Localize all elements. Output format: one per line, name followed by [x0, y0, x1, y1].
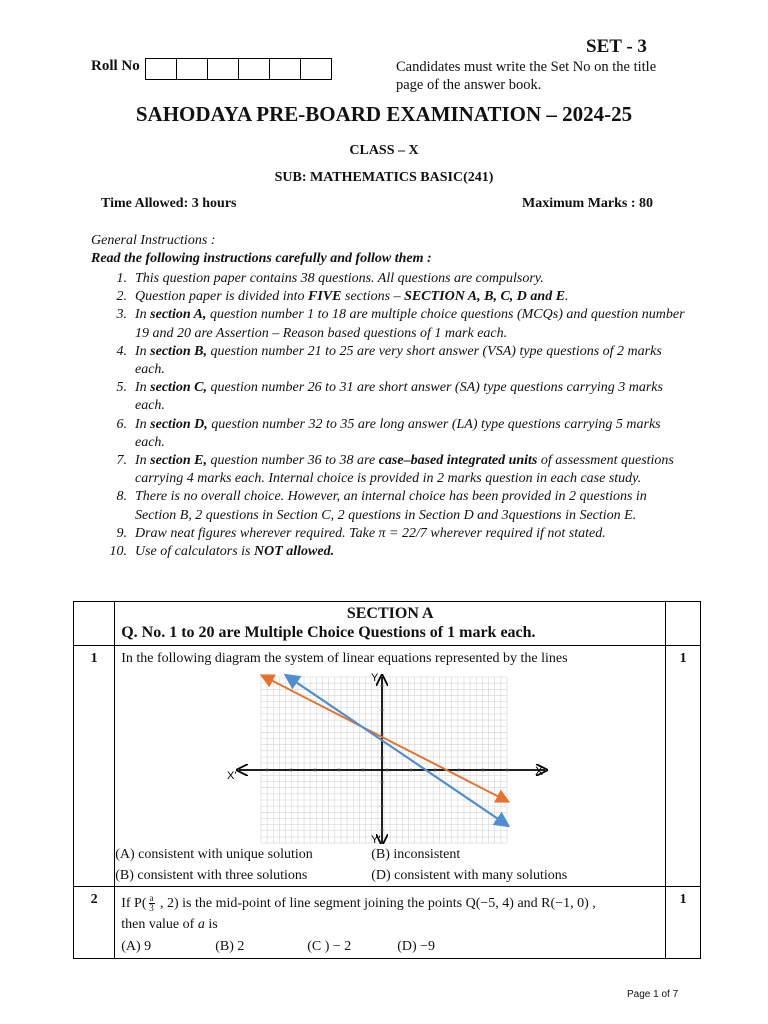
x-axis-label: X [535, 764, 544, 778]
q2-text-before: If P( [121, 896, 147, 911]
instruction-number: 8. [116, 489, 127, 505]
option: (A) consistent with unique solution [115, 847, 313, 862]
instruction-text: In section A, question number 1 to 18 are multiple choice questions (MCQs) and question number 19 and 20 are Assertion – Reason based questions of 1 mark each. [135, 307, 685, 341]
instruction-item [91, 379, 691, 415]
instruction-number: 4. [116, 343, 127, 359]
instruction-item [91, 416, 691, 452]
roll-number-box[interactable] [208, 59, 239, 79]
graph-grid [261, 677, 507, 843]
instruction-number: 10. [109, 544, 127, 560]
q2-line2-post: is [204, 917, 218, 932]
question-1-graph [115, 667, 665, 844]
set-number: SET - 3 [586, 36, 647, 57]
instruction-text: Question paper is divided into FIVE sections – SECTION A, B, C, D and E. [135, 289, 569, 305]
question-marks: 1 [666, 646, 701, 887]
instruction-text: In section B, question number 21 to 25 are very short answer (VSA) type questions of 2 marks each. [135, 343, 662, 378]
section-header-cell [115, 602, 666, 646]
instruction-text: In section E, question number 36 to 38 are case–based integrated units of assessment questions carrying 4 marks each. Internal choice is provided in 2 marks question in each case study. [135, 453, 674, 487]
fraction-numerator: a [149, 893, 154, 904]
instruction-item [91, 343, 691, 379]
y-axis-label: Y [371, 672, 379, 684]
roll-number-label: Roll No [91, 58, 140, 74]
question-2 [115, 887, 666, 959]
instruction-item [91, 288, 691, 306]
header-marks-cell [666, 602, 701, 646]
fraction-a-over-3 [149, 894, 155, 913]
instruction-text: This question paper contains 38 questions. All questions are compulsory. [135, 271, 544, 286]
exam-title: SAHODAYA PRE-BOARD EXAMINATION – 2024-25 [135, 102, 633, 126]
instruction-text: Use of calculators is NOT allowed. [135, 544, 335, 560]
instruction-item [91, 488, 691, 524]
instruction-item [91, 270, 691, 288]
instruction-text: There is no overall choice. However, an internal choice has been provided in 2 questions in Section B, 2 questions in Section C, 2 questions in Section D and 3questions in Section E. [135, 489, 647, 523]
question-1-text: In the following diagram the system of linear equations represented by the lines [121, 651, 568, 666]
q2-line2-pre: then value of [121, 917, 198, 932]
maximum-marks: Maximum Marks : 80 [522, 196, 654, 211]
read-instructions-line: Read the following instructions carefully and follow them : [91, 251, 432, 266]
instruction-item [91, 452, 691, 488]
option: (B) consistent with three solutions [115, 868, 308, 883]
option: (D) −9 [397, 939, 436, 954]
instruction-number: 7. [116, 453, 127, 469]
general-instructions-heading: General Instructions : [91, 233, 216, 248]
roll-number-box[interactable] [270, 59, 301, 79]
y-neg-axis-label: Y' [371, 834, 381, 844]
instruction-number: 3. [116, 307, 127, 323]
question-1 [115, 646, 666, 887]
roll-number-box[interactable] [146, 59, 177, 79]
instruction-item [91, 543, 691, 561]
instruction-text: In section C, question number 26 to 31 are short answer (SA) type questions carrying 3 marks each. [135, 380, 663, 414]
option: (C ) − 2 [307, 939, 352, 954]
option: (B) 2 [215, 939, 245, 954]
section-title: SECTION A [346, 605, 434, 622]
instructions-list [91, 270, 691, 561]
roll-number-boxes[interactable] [145, 58, 332, 80]
instruction-text: Draw neat figures wherever required. Take π = 22/7 wherever required if not stated. [135, 525, 606, 541]
instruction-item [91, 525, 691, 543]
option: (D) consistent with many solutions [371, 868, 568, 883]
graph-svg [115, 667, 665, 844]
question-1-options [115, 844, 665, 886]
header-blank-cell [74, 602, 115, 646]
q2-text-after: , 2) is the mid-point of line segment joining the points Q(−5, 4) and R(−1, 0) , [156, 896, 596, 911]
section-a-table [73, 601, 701, 959]
section-subtitle: Q. No. 1 to 20 are Multiple Choice Questions of 1 mark each. [121, 624, 536, 641]
instruction-number: 5. [116, 380, 127, 396]
option: (B) inconsistent [371, 847, 461, 862]
instruction-number: 9. [116, 525, 127, 541]
roll-number-box[interactable] [301, 59, 331, 79]
subject-label: SUB: MATHEMATICS BASIC(241) [274, 170, 494, 185]
question-marks: 1 [666, 887, 701, 959]
instruction-text: In section D, question number 32 to 35 are long answer (LA) type questions carrying 5 marks each. [135, 416, 661, 450]
page-footer: Page 1 of 7 [627, 989, 679, 1000]
question-2-text [115, 887, 665, 937]
instruction-number: 2. [116, 289, 127, 305]
roll-number-box[interactable] [177, 59, 208, 79]
time-allowed: Time Allowed: 3 hours [101, 196, 237, 211]
class-label: CLASS – X [349, 143, 419, 158]
question-number: 2 [74, 887, 115, 959]
instruction-item [91, 306, 691, 342]
option: (A) 9 [121, 939, 152, 954]
instruction-number: 6. [116, 416, 127, 432]
roll-number-box[interactable] [239, 59, 270, 79]
x-neg-axis-label: X' [227, 770, 237, 782]
q2-variable: a [197, 917, 205, 932]
candidate-note: Candidates must write the Set No on the title page of the answer book. [396, 59, 657, 93]
fraction-denominator: 3 [149, 903, 154, 914]
question-2-options [115, 937, 665, 958]
instruction-number: 1. [116, 271, 127, 286]
question-number: 1 [74, 646, 115, 887]
